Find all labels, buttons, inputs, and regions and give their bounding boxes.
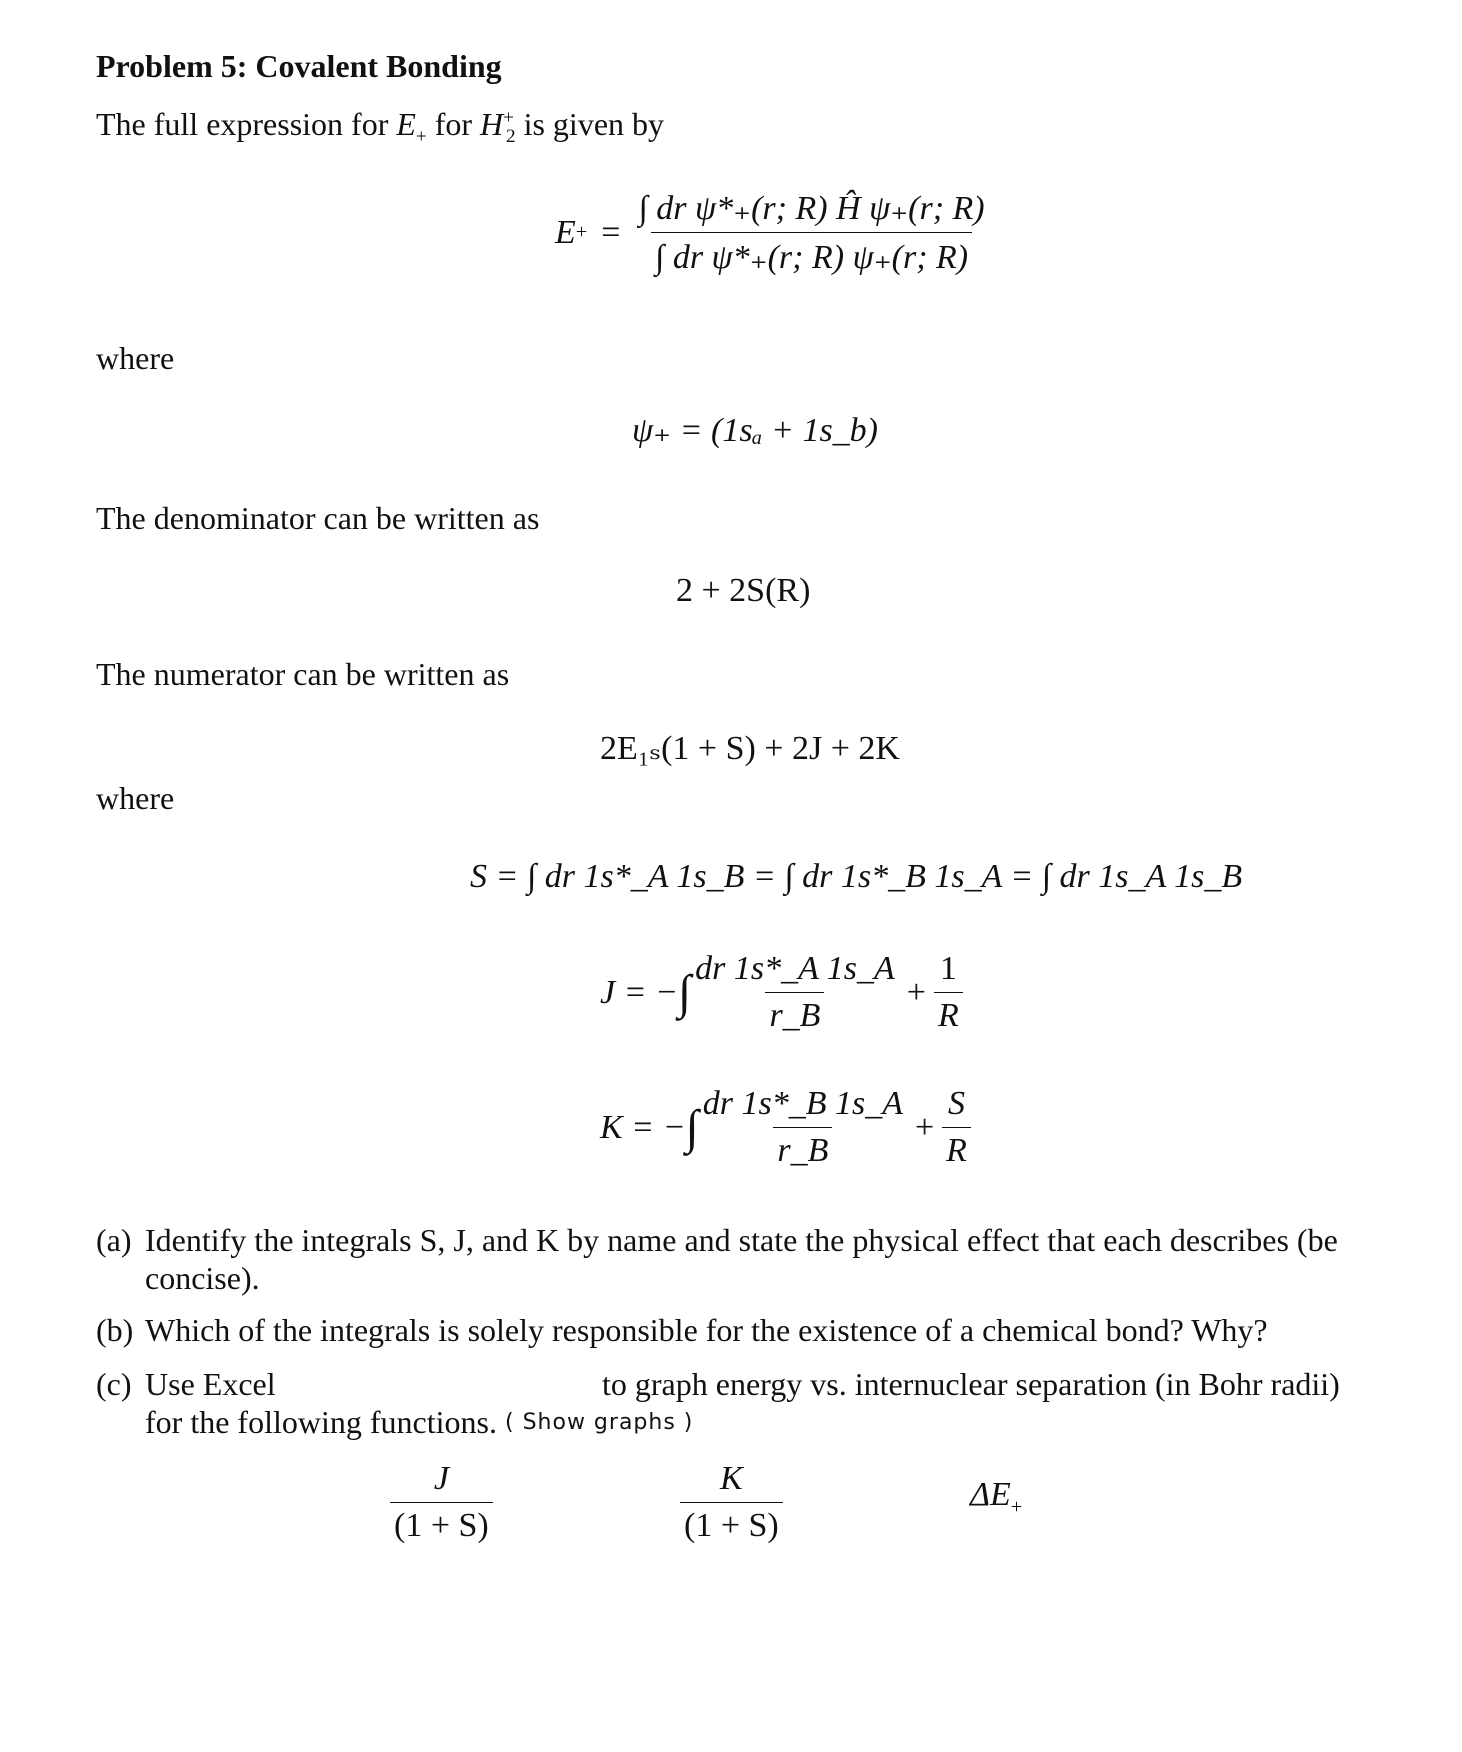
energy-denominator: ∫ dr ψ*₊(r; R) ψ₊(r; R)	[651, 232, 972, 277]
J-fraction	[691, 950, 899, 1035]
function-1-numerator: J	[433, 1460, 449, 1497]
function-2-numerator: K	[720, 1460, 743, 1497]
intro-line	[96, 106, 664, 148]
intro-ion-sub: 2	[505, 126, 516, 148]
intro-energy-sub: +	[415, 126, 427, 148]
question-a-line2: concise).	[145, 1260, 260, 1296]
K-numerator: dr 1s*_B 1s_A	[702, 1085, 903, 1122]
handwritten-note: ( Show graphs )	[505, 1410, 694, 1435]
question-c-label: (c)	[96, 1366, 132, 1402]
question-a-label: (a)	[96, 1222, 132, 1258]
wavefunction-equation: ψ₊ = (1sₐ + 1s_b)	[632, 412, 879, 449]
function-3-sub: +	[1010, 1495, 1023, 1518]
J-integral-sign: ∫	[677, 966, 692, 1019]
J-tail-denominator: R	[934, 992, 963, 1035]
K-tail-denominator: R	[942, 1127, 971, 1170]
intro-mid: for	[434, 106, 473, 142]
function-K-over-1plusS	[680, 1460, 783, 1545]
K-fraction	[699, 1085, 907, 1170]
question-b-text: Which of the integrals is solely responsible for the existence of a chemical bond? Why?	[145, 1312, 1268, 1348]
where-label-1: where	[96, 340, 175, 376]
function-3-symbol: ΔE	[970, 1476, 1011, 1513]
J-definition: J = − ∫ $\frac{dr 1s*\_A 1s\_A}{r\_B}$ + $\frac{1}{R}$	[600, 950, 963, 1035]
K-tail-fraction	[942, 1085, 971, 1170]
energy-lhs-sub: +	[575, 221, 588, 243]
intro-ion: H	[480, 106, 504, 142]
question-c-part2: to graph energy vs. internuclear separation (in Bohr radii)	[602, 1366, 1340, 1402]
intro-energy: E	[396, 106, 416, 142]
intro-tail: is given by	[523, 106, 665, 142]
K-integral-sign: ∫	[685, 1101, 699, 1154]
energy-fraction	[634, 188, 988, 277]
question-b-label: (b)	[96, 1312, 134, 1348]
energy-numerator: ∫ dr ψ*₊(r; R) Ĥ ψ₊(r; R)	[638, 190, 985, 227]
K-lhs: K = −	[600, 1108, 686, 1146]
function-J-over-1plusS	[390, 1460, 493, 1545]
denominator-intro: The denominator can be written as	[96, 500, 540, 536]
question-c-part1: Use Excel	[145, 1366, 276, 1402]
function-1-fraction	[390, 1460, 493, 1545]
energy-lhs: E	[555, 213, 576, 251]
problem-heading: Problem 5: Covalent Bonding	[96, 48, 502, 84]
K-definition: K = − ∫ $\frac{dr 1s*\_B 1s\_A}{r\_B}$ + $\frac{S}{R}$	[600, 1085, 971, 1170]
J-tail-numerator: 1	[939, 950, 957, 987]
intro-ion-sup: +	[503, 107, 514, 129]
function-delta-E	[970, 1476, 1022, 1519]
numerator-expression: 2E₁ₛ(1 + S) + 2J + 2K	[600, 730, 900, 767]
K-tail-numerator: S	[948, 1085, 966, 1122]
K-denominator: r_B	[773, 1127, 832, 1170]
S-definition: S = ∫ dr 1s*_A 1s_B = ∫ dr 1s*_B 1s_A = ∫ dr 1s_A 1s_B	[470, 858, 1243, 895]
function-2-denominator: (1 + S)	[680, 1502, 783, 1545]
denominator-expression: 2 + 2S(R)	[676, 572, 811, 609]
where-label-2: where	[96, 780, 175, 816]
numerator-intro: The numerator can be written as	[96, 656, 510, 692]
J-lhs: J = −	[600, 973, 678, 1011]
J-tail-fraction	[934, 950, 963, 1035]
question-c-line2: for the following functions.	[145, 1404, 497, 1440]
question-a-line1: Identify the integrals S, J, and K by name and state the physical effect that each describes (be	[145, 1222, 1338, 1258]
J-numerator: dr 1s*_A 1s_A	[695, 950, 895, 987]
function-1-denominator: (1 + S)	[390, 1502, 493, 1545]
J-denominator: r_B	[765, 992, 824, 1035]
intro-lead: The full expression for	[96, 106, 389, 142]
function-2-fraction	[680, 1460, 783, 1545]
energy-expression: E + = $\frac{\text{∫ dr ψ*₊(r; R) Ĥ ψ₊(r; R)}}{\text{∫ dr ψ*₊(r; R) ψ₊(r; R)}}$	[555, 188, 989, 277]
